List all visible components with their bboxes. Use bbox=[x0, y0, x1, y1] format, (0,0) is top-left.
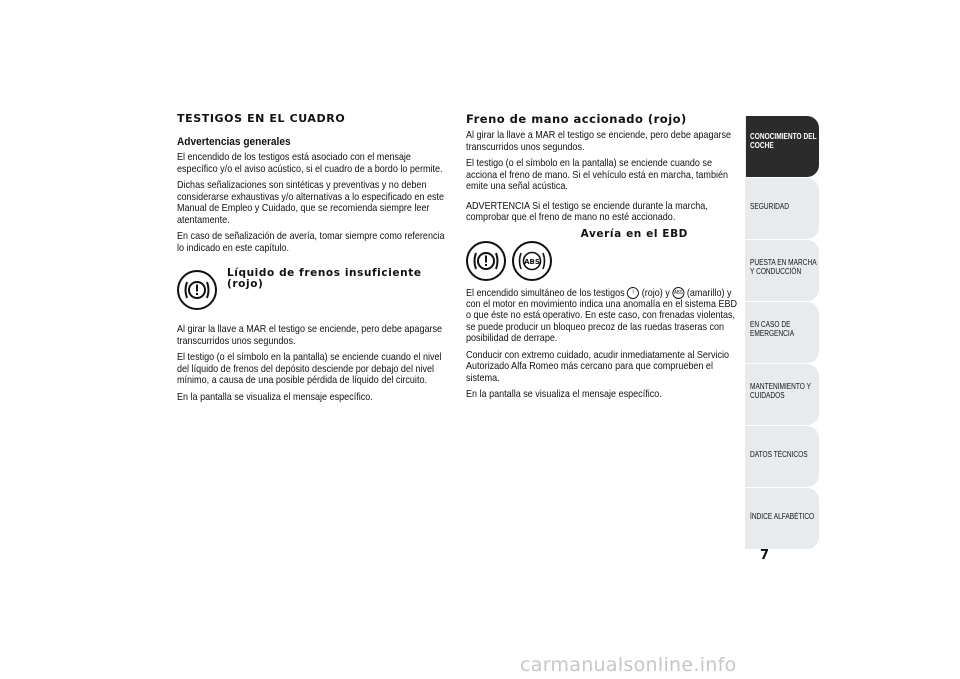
tab-indice-alfabetico[interactable]: ÍNDICE ALFABÉTICO bbox=[745, 488, 819, 549]
chapter-tabs bbox=[745, 116, 819, 550]
brake-warning-icon bbox=[177, 270, 217, 310]
warning-title: Líquido de frenos insuficiente (rojo) bbox=[227, 267, 422, 290]
ebd-icons bbox=[466, 241, 552, 281]
brake-warning-icon bbox=[466, 241, 506, 281]
left-column bbox=[177, 112, 449, 408]
tab-seguridad[interactable]: SEGURIDAD bbox=[745, 178, 819, 239]
abs-inline-icon: ABS bbox=[672, 287, 684, 299]
paragraph: El encendido simultáneo de los testigos ! (rojo) y ABS (amarillo) y con el motor en movimiento indica una anomalía en el sistema EBD o que éste no está operativo. En este caso, con frenadas violentas, se puede producir un bloqueo precoz de las ruedas traseras con posibilidad de derrape. bbox=[466, 286, 738, 345]
section-heading: TESTIGOS EN EL CUADRO bbox=[177, 112, 346, 125]
tab-conocimiento-del-coche[interactable]: CONOCIMIENTO DEL COCHE bbox=[745, 116, 819, 177]
paragraph: El testigo (o el símbolo en la pantalla) se enciende cuando el nivel del líquido de frenos del depósito desciende por debajo del nivel mínimo, a causa de una posible pérdida de líquido del circuito. bbox=[177, 351, 442, 386]
warning-title: Avería en el EBD bbox=[580, 227, 688, 240]
middle-column bbox=[466, 112, 738, 406]
paragraph: El testigo (o el símbolo en la pantalla) se enciende cuando se acciona el freno de mano. Si el vehículo está en marcha, también emite una señal acústica. bbox=[466, 157, 729, 192]
page-number: 7 bbox=[760, 548, 770, 563]
brake-fluid-warning bbox=[177, 268, 449, 310]
paragraph: Al girar la llave a MAR el testigo se enciende, pero debe apagarse transcurridos unos segundos. bbox=[177, 323, 443, 347]
subheading: Advertencias generales bbox=[177, 136, 291, 148]
paragraph: En la pantalla se visualiza el mensaje específico. bbox=[177, 390, 373, 403]
section-heading: Freno de mano accionado (rojo) bbox=[466, 112, 687, 126]
paragraph: ADVERTENCIA Si el testigo se enciende durante la marcha, comprobar que el freno de mano no esté accionado. bbox=[466, 199, 708, 223]
brake-warning-inline-icon: ! bbox=[627, 287, 639, 299]
watermark: carmanualsonline.info bbox=[520, 654, 737, 676]
paragraph: En la pantalla se visualiza el mensaje específico. bbox=[466, 388, 662, 401]
tab-mantenimiento[interactable]: MANTENIMIENTO Y CUIDADOS bbox=[745, 364, 819, 425]
abs-warning-icon bbox=[512, 241, 552, 281]
abs-label: ABS bbox=[524, 257, 540, 266]
tab-puesta-en-marcha[interactable]: PUESTA EN MARCHA Y CONDUCCIÓN bbox=[745, 240, 819, 301]
paragraph: Dichas señalizaciones son sintéticas y preventivas y no deben considerarse exhaustivas y/o alternativas a lo especificado en este Manual de Empleo y Cuidado, que se recomienda siempre leer atentamente. bbox=[177, 179, 445, 226]
paragraph: Al girar la llave a MAR el testigo se enciende, pero debe apagarse transcurridos unos segundos. bbox=[466, 129, 732, 153]
paragraph: El encendido de los testigos está asociado con el mensaje específico y/o el aviso acústico, si el cuadro de a bordo lo permite. bbox=[177, 151, 443, 175]
tab-en-caso-de-emergencia[interactable]: EN CASO DE EMERGENCIA bbox=[745, 302, 819, 363]
ebd-warning bbox=[466, 229, 738, 281]
paragraph: En caso de señalización de avería, tomar siempre como referencia lo indicado en este capítulo. bbox=[177, 230, 445, 254]
tab-datos-tecnicos[interactable]: DATOS TÉCNICOS bbox=[745, 426, 819, 487]
paragraph: Conducir con extremo cuidado, acudir inmediatamente al Servicio Autorizado Alfa Romeo más cercano para que comprueben el sistema. bbox=[466, 348, 730, 384]
